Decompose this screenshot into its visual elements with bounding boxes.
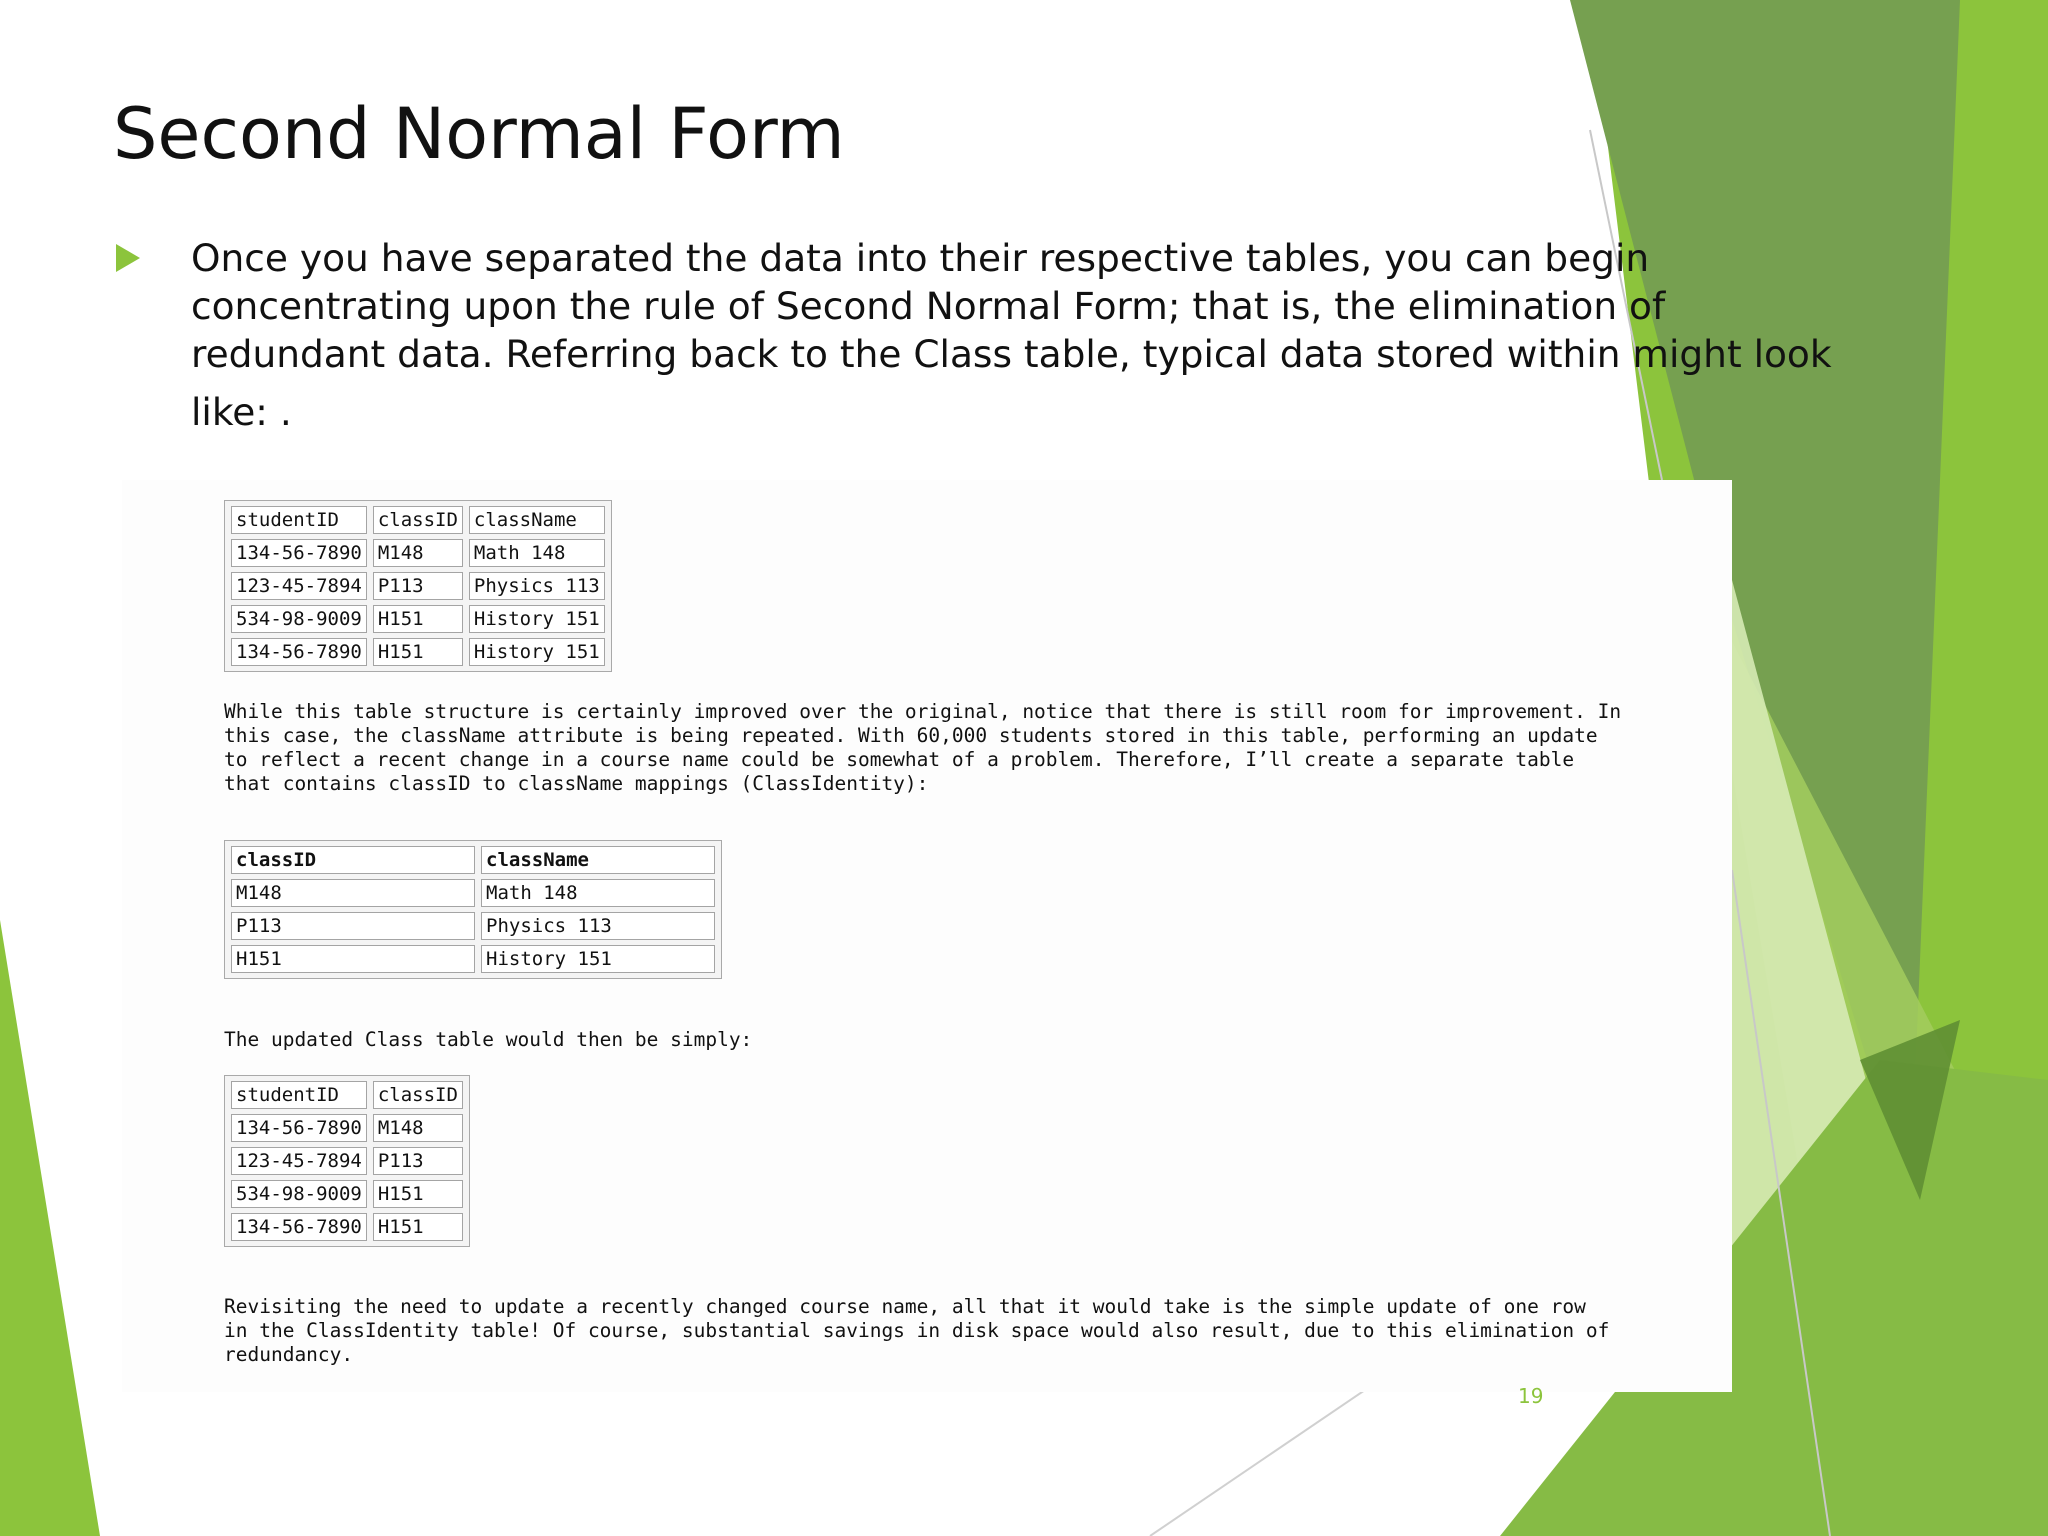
table-cell: Physics 113 — [481, 912, 715, 940]
bullet-arrow-icon — [116, 244, 140, 272]
table-cell: History 151 — [481, 945, 715, 973]
table-cell: 134-56-7890 — [231, 1213, 367, 1241]
table-cell: 123-45-7894 — [231, 1147, 367, 1175]
table-header-cell: className — [481, 846, 715, 874]
bullet-paragraph — [191, 234, 1832, 436]
table-cell: 534-98-9009 — [231, 1180, 367, 1208]
paragraph-line: this case, the className attribute is being repeated. With 60,000 students stored in this table, performing an update — [224, 724, 1598, 747]
table-row — [231, 539, 605, 567]
embedded-screenshot — [122, 480, 1732, 1392]
table-row — [231, 879, 715, 907]
table-cell: P113 — [373, 1147, 463, 1175]
table-row — [231, 945, 715, 973]
bullet-line: Once you have separated the data into their respective tables, you can begin — [191, 236, 1650, 280]
table-row — [231, 1114, 463, 1142]
paragraph-line: Revisiting the need to update a recently changed course name, all that it would take is the simple update of one row — [224, 1295, 1586, 1318]
table-cell: H151 — [373, 1213, 463, 1241]
table-header-cell: className — [469, 506, 605, 534]
table-cell: 134-56-7890 — [231, 638, 367, 666]
table-header-cell: classID — [231, 846, 475, 874]
table-row — [231, 912, 715, 940]
table-cell: M148 — [231, 879, 475, 907]
table-cell: Math 148 — [469, 539, 605, 567]
explanation-paragraph — [224, 700, 1621, 796]
table-row — [231, 572, 605, 600]
table-cell: H151 — [231, 945, 475, 973]
thin-line-2 — [1150, 1390, 1365, 1536]
table-cell: H151 — [373, 1180, 463, 1208]
paragraph-line: redundancy. — [224, 1343, 354, 1366]
table-row — [231, 638, 605, 666]
table-header-row — [231, 1081, 463, 1109]
updated-class-table — [224, 1075, 470, 1247]
paragraph-line: to reflect a recent change in a course name could be somewhat of a problem. Therefore, I’ll create a separate table — [224, 748, 1575, 771]
paragraph-line: While this table structure is certainly improved over the original, notice that there is still room for improvement. In — [224, 700, 1622, 723]
table-cell: 134-56-7890 — [231, 539, 367, 567]
table-cell: Physics 113 — [469, 572, 605, 600]
table-header-row — [231, 846, 715, 874]
page-number: 19 — [1518, 1384, 1544, 1408]
table-row — [231, 1147, 463, 1175]
table-cell: M148 — [373, 1114, 463, 1142]
table-row — [231, 1213, 463, 1241]
bullet-line: concentrating upon the rule of Second Normal Form; that is, the elimination of — [191, 284, 1666, 328]
table-header-cell: studentID — [231, 1081, 367, 1109]
table-cell: P113 — [373, 572, 463, 600]
table-header-cell: classID — [373, 1081, 463, 1109]
paragraph-line: in the ClassIdentity table! Of course, substantial savings in disk space would also result, due to this elimination of — [224, 1319, 1610, 1342]
updated-table-intro: The updated Class table would then be simply: — [224, 1028, 753, 1051]
slide-title: Second Normal Form — [113, 93, 845, 175]
table-cell: Math 148 — [481, 879, 715, 907]
table-cell: M148 — [373, 539, 463, 567]
bullet-line: like: . — [191, 390, 292, 434]
conclusion-paragraph — [224, 1295, 1609, 1367]
table-cell: 134-56-7890 — [231, 1114, 367, 1142]
left-green-wedge — [0, 920, 100, 1536]
table-header-row — [231, 506, 605, 534]
table-row — [231, 605, 605, 633]
table-header-cell: studentID — [231, 506, 367, 534]
bullet-line: redundant data. Referring back to the Class table, typical data stored within might look — [191, 332, 1832, 376]
table-cell: H151 — [373, 638, 463, 666]
table-cell: 534-98-9009 — [231, 605, 367, 633]
table-cell: P113 — [231, 912, 475, 940]
paragraph-line: that contains classID to className mappings (ClassIdentity): — [224, 772, 929, 795]
table-cell: History 151 — [469, 605, 605, 633]
class-table — [224, 500, 612, 672]
table-cell: H151 — [373, 605, 463, 633]
table-row — [231, 1180, 463, 1208]
table-cell: 123-45-7894 — [231, 572, 367, 600]
table-cell: History 151 — [469, 638, 605, 666]
class-identity-table — [224, 840, 722, 979]
table-header-cell: classID — [373, 506, 463, 534]
